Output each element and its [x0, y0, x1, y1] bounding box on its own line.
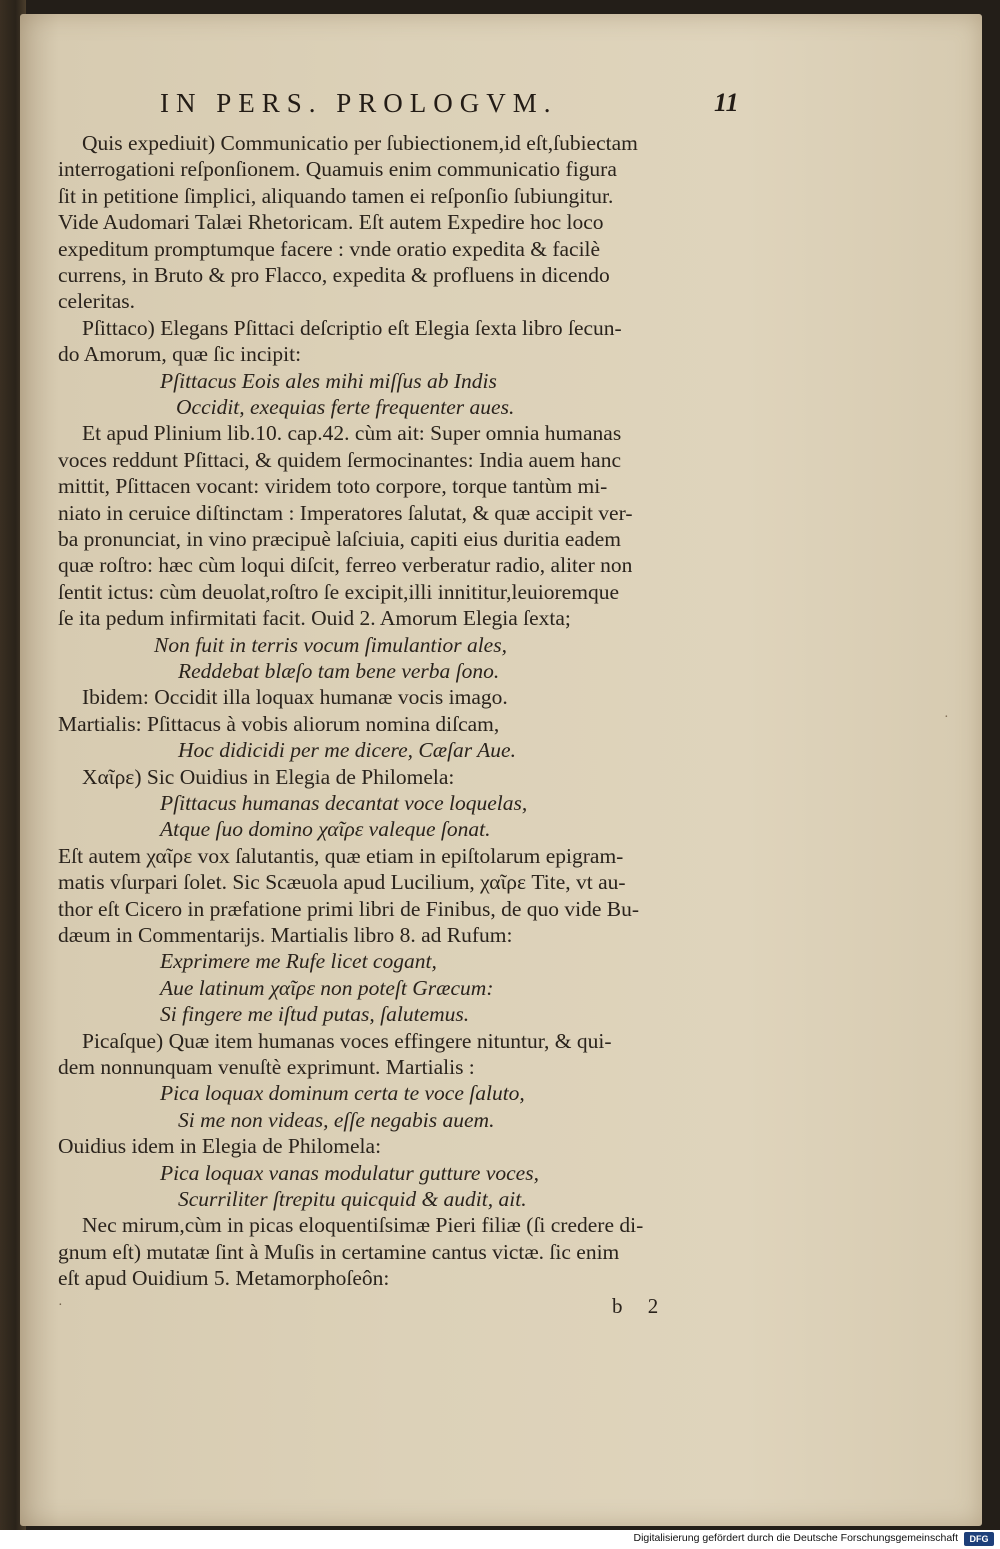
running-head: IN PERS. PROLOGVM. — [160, 88, 558, 118]
text-line: Si fingere me iſtud putas, ſalutemus. — [160, 1002, 470, 1027]
text-line: Occidit, exequias ferte frequenter aues. — [176, 395, 515, 419]
text-line: interrogationi reſponſionem. Quamuis enim communicatio figura — [58, 157, 617, 182]
dfg-logo: DFG — [964, 1532, 994, 1546]
text-line: Pica loquax vanas modulatur gutture voces, — [160, 1160, 539, 1185]
text-line: Pica loquax dominum certa te voce ſaluto, — [160, 1081, 525, 1106]
text-line: Χαῖρε) Sic Ouidius in Elegia de Philomela: — [82, 764, 455, 789]
text-line: quæ roſtro: hæc cùm loqui diſcit, ferreo verberatur radio, aliter non — [58, 553, 633, 578]
text-line: ſentit ictus: cùm deuolat,roſtro ſe excipit,illi innititur,leuioremque — [58, 579, 619, 604]
text-line: Eſt autem χαῖρε vox ſalutantis, quæ etiam in epiſtolarum epigram- — [58, 843, 624, 868]
text-line: Non fuit in terris vocum ſimulantior ales, — [154, 632, 507, 657]
text-line: Atque ſuo domino χαῖρε valeque ſonat. — [160, 817, 491, 842]
text-line: ſit in petitione ſimplici, aliquando tamen ei reſponſio ſubiungitur. — [58, 183, 614, 208]
text-line: currens, in Bruto & pro Flacco, expedita & profluens in dicendo — [58, 263, 610, 287]
text-line: Ouidius idem in Elegia de Philomela: — [58, 1134, 382, 1159]
text-line: expeditum promptumque facere : vnde oratio expedita & facilè — [58, 236, 601, 261]
text-line: Pſittacus humanas decantat voce loquelas, — [160, 791, 528, 815]
text-line: Martialis: Pſittacus à vobis aliorum nomina diſcam, — [58, 711, 500, 736]
text-line: Ibidem: Occidit illa loquax humanæ vocis imago. — [82, 685, 508, 710]
text-line: Et apud Plinium lib.10. cap.42. cùm ait: Super omnia humanas — [82, 421, 622, 446]
margin-ink-mark: · — [944, 710, 949, 725]
text-line: Pſittacus Eois ales mihi miſſus ab Indis — [160, 368, 497, 393]
stray-ink-mark: · — [58, 1298, 63, 1313]
text-line: niato in ceruice diſtinctam : Imperatores ſalutat, & quæ accipit ver- — [58, 500, 633, 525]
text-line: ſe ita pedum infirmitati facit. Ouid 2. Amorum Elegia ſexta; — [58, 606, 571, 631]
text-line: voces reddunt Pſittaci, & quidem ſermocinantes: India auem hanc — [58, 447, 622, 472]
text-line: Vide Audomari Talæi Rhetoricam. Eſt autem Expedire hoc loco — [58, 210, 604, 235]
text-line: Exprimere me Rufe licet cogant, — [160, 949, 437, 974]
text-line: mittit, Pſittacen vocant: viridem toto corpore, torque tantùm mi- — [58, 474, 608, 499]
text-line: ba pronunciat, in vino præcipuè laſciuia, capiti eius duritia eadem — [58, 527, 621, 551]
text-line: Aue latinum χαῖρε non poteſt Græcum: — [160, 975, 494, 1000]
text-line: do Amorum, quæ ſic incipit: — [58, 342, 302, 367]
text-line: dem nonnunquam venuſtè exprimunt. Martialis : — [58, 1055, 475, 1079]
text-line: Reddebat blæſo tam bene verba ſono. — [178, 659, 500, 683]
text-line: Si me non videas, eſſe negabis auem. — [178, 1107, 495, 1132]
text-line: dæum in Commentarijs. Martialis libro 8. ad Rufum: — [58, 923, 513, 947]
text-line: Scurriliter ſtrepitu quicquid & audit, ait. — [178, 1187, 527, 1211]
footer-bar — [0, 1530, 1000, 1549]
text-line: Picaſque) Quæ item humanas voces effingere nituntur, & qui- — [82, 1028, 612, 1053]
text-line: Pſittaco) Elegans Pſittaci deſcriptio eſt Elegia ſexta libro ſecun- — [82, 315, 622, 340]
text-line: Nec mirum,cùm in picas eloquentiſsimæ Pieri filiæ (ſi credere di- — [82, 1213, 644, 1238]
text-line: thor eſt Cicero in præfatione primi libri de Finibus, de quo vide Bu- — [58, 896, 640, 921]
page-text-block — [58, 70, 728, 1490]
text-line: gnum eſt) mutatæ ſint à Muſis in certamine cantus victæ. ſic enim — [58, 1239, 620, 1264]
text-line: Quis expediuit) Communicatio per ſubiectionem,id eſt,ſubiectam — [82, 131, 638, 155]
signature-mark: b 2 — [612, 1294, 669, 1318]
page-number: 11 — [714, 88, 739, 117]
footer-credit: Digitalisierung gefördert durch die Deutsche Forschungsgemeinschaft — [633, 1532, 958, 1544]
text-line: eſt apud Ouidium 5. Metamorphoſeôn: — [58, 1266, 390, 1291]
text-line: Hoc didicidi per me dicere, Cæſar Aue. — [178, 738, 516, 763]
text-line: matis vſurpari ſolet. Sic Scæuola apud Lucilium, χαῖρε Tite, vt au- — [58, 870, 626, 895]
text-line: celeritas. — [58, 289, 135, 314]
